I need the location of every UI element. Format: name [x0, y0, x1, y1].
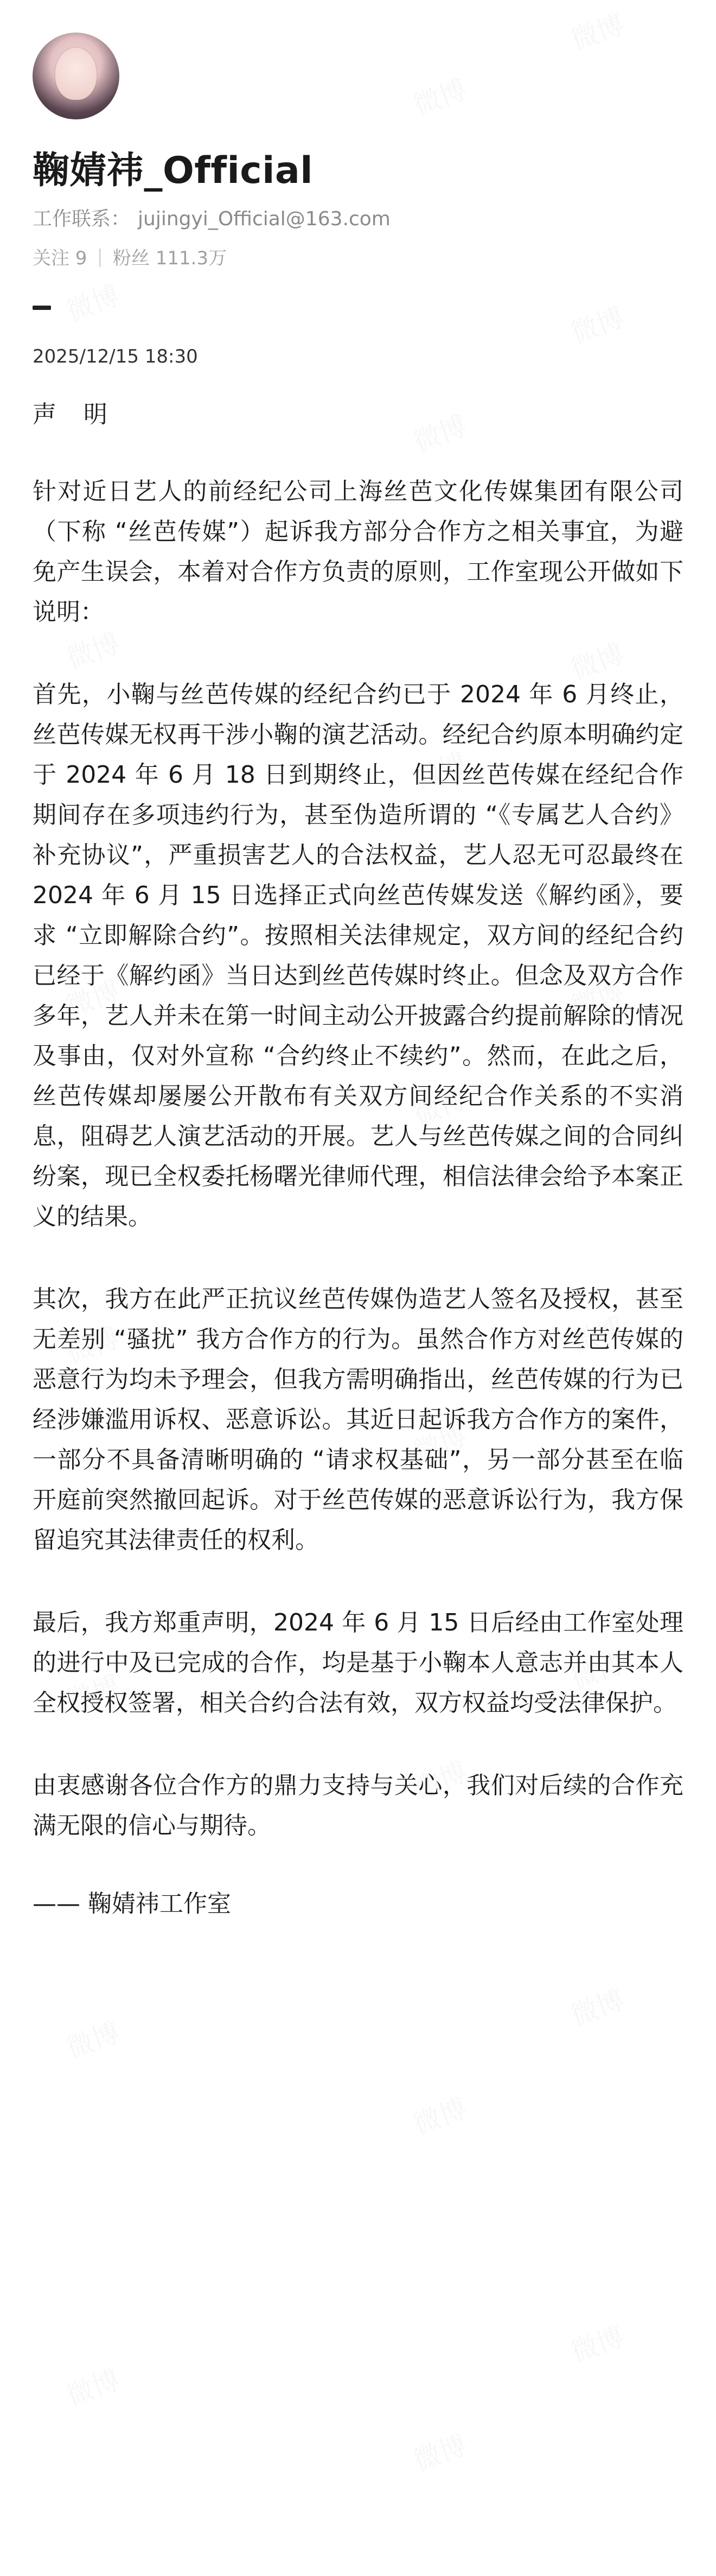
statement-paragraph: 其次，我方在此严正抗议丝芭传媒伪造艺人签名及授权，甚至无差别 “骚扰” 我方合作方的行为。虽然合作方对丝芭传媒的恶意行为均未予理会，但我方需明确指出，丝芭传媒的行为已经涉嫌滥用诉权、恶意诉讼。其近日起诉我方合作方的案件，一部分不具备清晰明确的 “请求权基础”，另一部分甚至在临开庭前突然撤回起诉。对于丝芭传媒的恶意诉讼行为，我方保留追究其法律责任的权利。 [33, 1285, 683, 1554]
watermark [407, 2087, 472, 2142]
stats-separator: | [97, 245, 103, 268]
watermark [60, 2011, 125, 2066]
post-datetime: 2025/12/15 18:30 [33, 346, 198, 367]
avatar[interactable] [33, 33, 119, 119]
statement-title: 声 明 [33, 401, 117, 428]
statement-paragraph: 由衷感谢各位合作方的鼎力支持与关心，我们对后续的合作充满无限的信心与期待。 [33, 1772, 683, 1839]
statement-paragraph: 针对近日艺人的前经纪公司上海丝芭文化传媒集团有限公司（下称 “丝芭传媒”）起诉我方部分合作方之相关事宜，为避免产生误会，本着对合作方负责的原则，工作室现公开做如下说明： [33, 478, 683, 626]
statement-paragraph: 最后，我方郑重声明，2024 年 6 月 15 日后经由工作室处理的进行中及已完成的合作，均是基于小鞠本人意志并由其本人全权授权签署，相关合约合法有效，双方权益均受法律保护。 [33, 1609, 683, 1717]
watermark [60, 2358, 125, 2414]
profile-name[interactable]: 鞠婧祎_Official [33, 149, 314, 192]
watermark [565, 2315, 629, 2370]
watermark [565, 1978, 629, 2034]
profile-stats [33, 243, 683, 270]
divider-dash [33, 306, 51, 310]
statement-signature: —— 鞠婧祎工作室 [33, 1890, 231, 1918]
avatar-face [55, 48, 97, 100]
contact-label: 工作联系： [33, 208, 131, 230]
contact-line [33, 204, 683, 231]
contact-email[interactable]: jujingyi_Official@163.com [138, 208, 391, 230]
statement-paragraph: 首先，小鞠与丝芭传媒的经纪合约已于 2024 年 6 月终止，丝芭传媒无权再干涉小鞠的演艺活动。经纪合约原本明确约定于 2024 年 6 月 18 日到期终止，但因丝芭传媒在经纪合作期间存在多项违约行为，甚至伪造所谓的 “《专属艺人合约》补充协议”，严重损害艺人的合法权益，艺人忍无可忍最终在 2024 年 6 月 15 日选择正式向丝芭传媒发送《解约函》，要求 “立即解除合约”。按照相关法律规定，双方间的经纪合约已经于《解约函》当日达到丝芭传媒时终止。但念及双方合作多年，艺人并未在第一时间主动公开披露合约提前解除的情况及事由，仅对外宣称 “合约终止不续约”。然而，在此之后，丝芭传媒却屡屡公开散布有关双方间经纪合作关系的不实消息，阻碍艺人演艺活动的开展。艺人与丝芭传媒之间的合同纠纷案，现已全权委托杨曙光律师代理，相信法律会给予本案正义的结果。 [33, 681, 683, 1230]
follow-count[interactable]: 关注 9 [33, 248, 87, 269]
fans-count[interactable]: 粉丝 111.3万 [112, 248, 227, 269]
watermark [407, 2423, 472, 2479]
